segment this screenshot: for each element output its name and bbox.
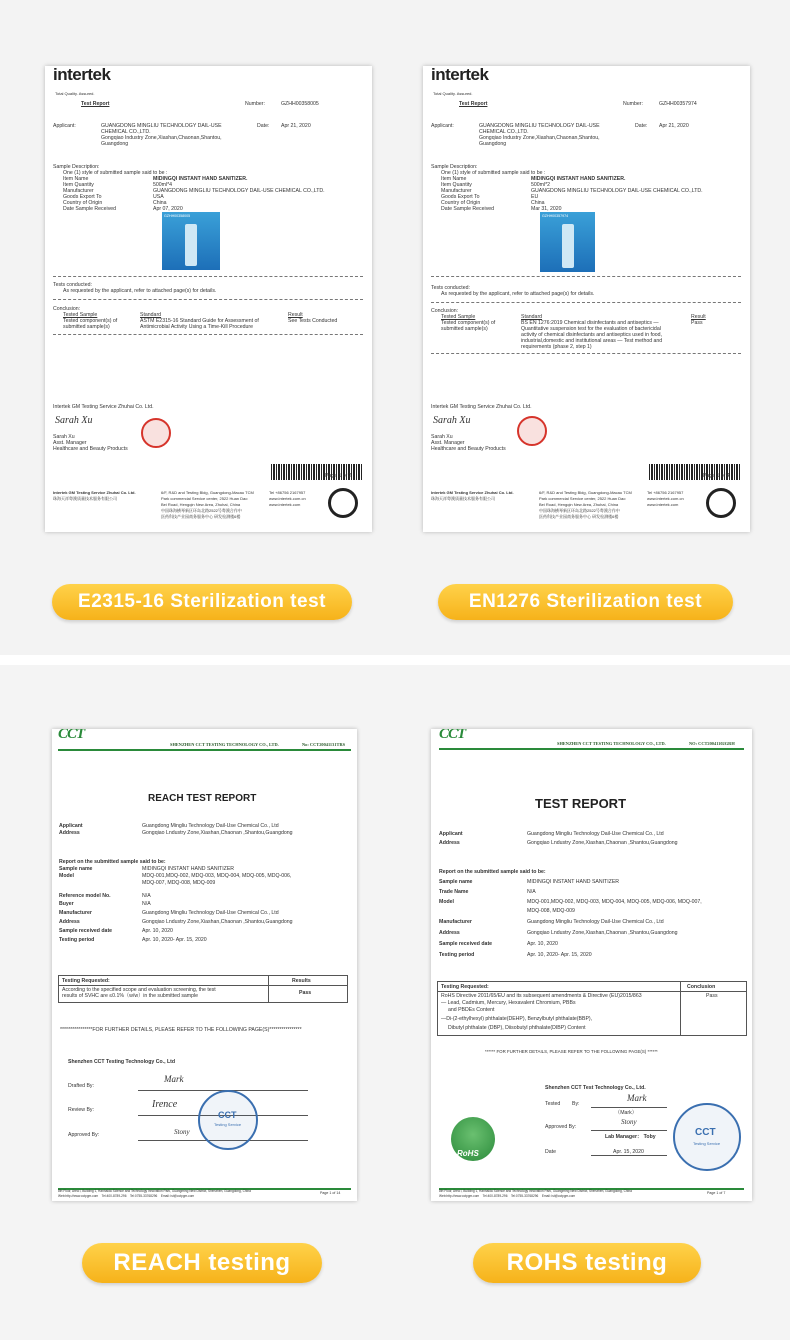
tested-label: Tested bbox=[545, 1101, 561, 1107]
footer-address: 6/F, R&D and Testing Bldg, Guangdong-Macau TCM bbox=[539, 490, 632, 495]
field-label: Date Sample Received bbox=[63, 206, 117, 212]
applicant-line: Guangdong bbox=[479, 141, 507, 147]
field-label: Item Name bbox=[441, 176, 467, 182]
model-value: MDQ-001,MDQ-002, MDQ-003, MDQ-004, MDQ-005, MDQ-006, bbox=[142, 873, 292, 879]
requirement-line: and PBDEs Content bbox=[448, 1007, 495, 1013]
applicant-line: Guangdong bbox=[101, 141, 129, 147]
page-number: Page 1 of 14 bbox=[320, 1191, 341, 1195]
applicant-value: Guangdong Mingliu Technology Dail-Use Chemical Co., Ltd bbox=[142, 823, 279, 829]
origin-value: China bbox=[153, 200, 167, 206]
field-label: Trade Name bbox=[439, 889, 469, 895]
footer-company-cn: 珠海天祥粤澳质量技术服务有限公司 bbox=[53, 496, 117, 501]
field-label: Manufacturer bbox=[59, 910, 92, 916]
en1276-label-pill: EN1276 Sterilization test bbox=[438, 584, 733, 620]
page-number: Page 1 of 7 bbox=[707, 1191, 726, 1195]
number-label: Number: bbox=[623, 101, 643, 107]
sample-photo bbox=[162, 212, 220, 270]
rohs-label-pill: ROHS testing bbox=[473, 1243, 701, 1283]
col-conclusion: Conclusion bbox=[687, 984, 716, 990]
lab-manager: Lab Manager： Toby bbox=[605, 1134, 656, 1140]
reviewed-label: Review By: bbox=[68, 1107, 94, 1113]
cct-logo: CCT bbox=[439, 729, 466, 742]
footer-email: Email: ist@cctpgm.com bbox=[541, 1194, 576, 1198]
drafted-label: Drafted By: bbox=[68, 1083, 94, 1089]
field-label: Manufacturer bbox=[439, 919, 472, 925]
divider bbox=[53, 334, 363, 335]
report-no: NO: CCT20041102GRH bbox=[689, 741, 735, 746]
tested-component: Tested component(s) of bbox=[441, 320, 496, 326]
reviewed-signature: Irence bbox=[152, 1099, 178, 1110]
standard-line: ASTM E2315-16 Standard Guide for Assessment of bbox=[140, 318, 259, 324]
field-label: Item Quantity bbox=[441, 182, 472, 188]
en1276-report-sheet bbox=[423, 66, 750, 532]
signer-role: Asst. Manager bbox=[53, 440, 87, 446]
reach-label-pill: REACH testing bbox=[82, 1243, 322, 1283]
cct-seal bbox=[673, 1103, 741, 1171]
report-no: No: CCT20041131TRS bbox=[302, 742, 346, 747]
sample-value: MIDINGQI INSTANT HAND SANITIZER bbox=[527, 879, 620, 885]
further-details: ****** FOR FURTHER DETAILS, PLEASE REFER TO THE FOLLOWING PAGE(S) ****** bbox=[485, 1049, 658, 1054]
period-value: Apr. 10, 2020- Apr. 15, 2020 bbox=[142, 937, 207, 943]
cct-section bbox=[0, 665, 790, 1340]
tests-conducted-label: Tests conducted: bbox=[53, 282, 92, 288]
seal-sub: Testing Service bbox=[693, 1141, 721, 1146]
field-label: Applicant bbox=[59, 823, 83, 829]
cct-logo: CCT bbox=[58, 729, 85, 742]
drafted-signature: Mark bbox=[164, 1074, 184, 1084]
report-date: Apr 21, 2020 bbox=[281, 123, 311, 129]
field-label: Testing period bbox=[439, 952, 475, 958]
bottle-image bbox=[185, 224, 197, 266]
address-value: Gongqiao Lndustry Zone,Xiashan,Chaonan ,Shantou,Guangdong bbox=[527, 840, 678, 846]
report-on-label: Report on the submitted sample said to be: bbox=[59, 859, 166, 865]
standard-line: BS EN 1276:2019 Chemical disinfectants and antiseptics — bbox=[521, 320, 659, 326]
address-value: Gongqiao Lndustry Zone,Xiashan,Chaonan ,Shantou,Guangdong bbox=[527, 930, 678, 936]
footer-address: Bei Road, Hengqin New Area, Zhuhai, China bbox=[539, 502, 619, 507]
applicant-line: CHEMICAL CO.,LTD. bbox=[101, 129, 151, 135]
conclusion-label: Conclusion: bbox=[431, 308, 459, 314]
bottle-image bbox=[562, 224, 574, 268]
in-logo-icon bbox=[328, 488, 358, 518]
field-label: Manufacturer bbox=[63, 188, 94, 194]
standard-line: industrial,domestic and institutional areas — Test method and bbox=[521, 338, 663, 344]
model-value: MDQ-001,MDQ-002, MDQ-003, MDQ-004, MDQ-005, MDQ-006, MDQ-007, bbox=[527, 899, 702, 905]
intertek-tagline: Total Quality. Assured. bbox=[433, 91, 473, 96]
photo-label: GZHH00357974 bbox=[542, 214, 569, 218]
approved-label: Approved By: bbox=[545, 1124, 577, 1130]
sample-value: MIDINGQI INSTANT HAND SANITIZER bbox=[142, 866, 235, 872]
field-label: Goods Export To bbox=[63, 194, 102, 200]
sample-description-label: Sample Description: bbox=[431, 164, 478, 170]
applicant-line: Gongqiao Industry Zone,Xiashan,Chaonan,Shantou, bbox=[101, 135, 222, 141]
footer-tel: Tel +86756 2167957 bbox=[269, 490, 306, 495]
buyer-value: N/A bbox=[142, 901, 151, 907]
header-rule bbox=[58, 749, 351, 751]
sample-photo bbox=[540, 212, 595, 272]
col-testing-requested: Testing Requested: bbox=[62, 978, 110, 984]
date-label: Date bbox=[545, 1149, 556, 1155]
tested-component: submitted sample(s) bbox=[63, 324, 110, 330]
sample-intro: One (1) style of submitted sample said to be : bbox=[441, 170, 546, 176]
report-title: Test Report bbox=[81, 101, 110, 107]
lab-name: Shenzhen CCT Test Technology Co., Ltd. bbox=[545, 1085, 646, 1091]
export-value: EU bbox=[531, 194, 539, 200]
lab-name: Intertek GM Testing Service Zhuhai Co. Ltd. bbox=[53, 404, 154, 410]
received-value: Apr. 10, 2020 bbox=[527, 941, 558, 947]
col-result: Result bbox=[288, 312, 303, 318]
number-label: Number: bbox=[245, 101, 265, 107]
in-logo-icon bbox=[706, 488, 736, 518]
sample-description-label: Sample Description: bbox=[53, 164, 100, 170]
intertek-seal bbox=[517, 416, 547, 446]
field-label: Country of Origin bbox=[63, 200, 103, 206]
report-number: GZHH00358005 bbox=[281, 101, 319, 107]
footer-address: 8th Floor, Area I, Building 1, Hanhaida Science and Technology Innovation Park, Guangming New District, Shenzhen, Guangdong, China bbox=[439, 1189, 632, 1193]
intertek-tagline: Total Quality. Assured. bbox=[55, 91, 95, 96]
applicant-label: Applicant: bbox=[431, 123, 454, 129]
report-title: Test Report bbox=[459, 101, 488, 107]
item-qty-value: 500ml*4 bbox=[153, 182, 173, 188]
report-title: TEST REPORT bbox=[535, 796, 627, 811]
model-value: MDQ-008, MDQ-009 bbox=[527, 908, 575, 914]
signature: Sarah Xu bbox=[55, 415, 93, 426]
field-label: Manufacturer bbox=[441, 188, 472, 194]
requirement-line: —Di-(2-ethylhexyl) phthalate(DEHP), Benzylbutyl phthalate(BBP), bbox=[441, 1016, 593, 1022]
footer-email: Email: ist@cctpgm.com bbox=[160, 1194, 195, 1198]
approved-label: Approved By: bbox=[68, 1132, 100, 1138]
footer-contact bbox=[439, 1194, 575, 1198]
result-pass: Pass bbox=[706, 993, 718, 999]
col-tested-sample: Tested Sample bbox=[441, 314, 476, 320]
page-number: Page 1 of 4 bbox=[703, 473, 730, 479]
received-value: Mar 31, 2020 bbox=[531, 206, 562, 212]
tests-conducted-label: Tests conducted: bbox=[431, 285, 470, 291]
signer-role: Asst. Manager bbox=[431, 440, 465, 446]
report-number: GZHH00357974 bbox=[659, 101, 697, 107]
footer-contact bbox=[58, 1194, 194, 1198]
rohs-report-sheet bbox=[431, 729, 752, 1201]
stars-right: **************** bbox=[269, 1027, 302, 1033]
footer-web: Web:http://www.cctpgm.com bbox=[439, 1194, 480, 1198]
applicant-value: Guangdong Mingliu Technology Dail-Use Chemical Co., Ltd bbox=[527, 831, 664, 837]
col-result: Result bbox=[691, 314, 706, 320]
testing-table bbox=[437, 981, 747, 1036]
reach-report-sheet bbox=[52, 729, 357, 1201]
date-label: Date: bbox=[257, 123, 270, 129]
field-label: Country of Origin bbox=[441, 200, 481, 206]
applicant-label: Applicant: bbox=[53, 123, 76, 129]
result-value: Pass bbox=[691, 320, 703, 326]
standard-line: activity of chemical disinfectants and antiseptics used in food, bbox=[521, 332, 663, 338]
field-label: Item Quantity bbox=[63, 182, 94, 188]
signer-name: Sarah Xu bbox=[431, 434, 453, 440]
requirement-line: — Lead, Cadmium, Mercury, Hexavalent Chromium, PBBs bbox=[441, 1000, 576, 1006]
signer-dept: Healthcare and Beauty Products bbox=[53, 446, 128, 452]
footer-web: www.intertek.com bbox=[269, 502, 301, 507]
seal-text: CCT bbox=[218, 1110, 237, 1120]
tested-component: submitted sample(s) bbox=[441, 326, 488, 332]
footer-address: 中国珠海横琴新区环岛北路2522号粤澳合作中 bbox=[161, 508, 242, 513]
footer-tel: Tel:400-8789-296 bbox=[482, 1194, 508, 1198]
e2315-report-sheet bbox=[45, 66, 372, 532]
footer-company-cn: 珠海天祥粤澳质量技术服务有限公司 bbox=[431, 496, 495, 501]
standard-line: Antimicrobial Activity Using a Time-Kill Procedure bbox=[140, 324, 254, 330]
field-label: Sample name bbox=[59, 866, 93, 872]
signature: Sarah Xu bbox=[433, 415, 471, 426]
divider bbox=[431, 276, 741, 277]
footer-address: 医药科技产业园商务服务中心 研发检测楼6楼 bbox=[539, 514, 619, 519]
divider bbox=[53, 299, 363, 300]
divider bbox=[431, 353, 741, 354]
manufacturer-value: GUANGDONG MINGLIU TECHNOLOGY DAIL-USE CHEMICAL CO.,LTD. bbox=[531, 188, 703, 194]
cct-seal bbox=[198, 1090, 258, 1150]
standard-line: requirements (phase 2, step 1) bbox=[521, 344, 592, 350]
intertek-section bbox=[0, 0, 790, 655]
mark-note: （Mark） bbox=[615, 1110, 637, 1116]
col-standard: Standard bbox=[521, 314, 543, 320]
manufacturer-value: Guangdong Mingliu Technology Dail-Use Chemical Co., Ltd bbox=[527, 919, 664, 925]
applicant-line: GUANGDONG MINGLIU TECHNOLOGY DAIL-USE bbox=[479, 123, 600, 129]
signer-dept: Healthcare and Beauty Products bbox=[431, 446, 506, 452]
approved-signature: Stony bbox=[174, 1128, 190, 1136]
header-company: SHENZHEN CCT TESTING TECHNOLOGY CO., LTD. bbox=[557, 741, 666, 746]
item-qty-value: 500ml*2 bbox=[531, 182, 551, 188]
item-name-value: MIDINGQI INSTANT HAND SANITIZER. bbox=[153, 176, 248, 182]
manufacturer-value: Guangdong Mingliu Technology Dail-Use Chemical Co., Ltd bbox=[142, 910, 279, 916]
applicant-line: Gongqiao Industry Zone,Xiashan,Chaonan,Shantou, bbox=[479, 135, 600, 141]
field-label: Address bbox=[59, 919, 80, 925]
lab-name: Shenzhen CCT Testing Technology Co., Ltd bbox=[68, 1059, 176, 1065]
footer-address: 6/F, R&D and Testing Bldg, Guangdong-Macau TCM bbox=[161, 490, 254, 495]
field-label: Address bbox=[439, 930, 460, 936]
footer-tel: Tel:0755-33768296 bbox=[129, 1194, 158, 1198]
requirement-line: RoHS Directive 2011/65/EU and its subsequent amendments & Directive (EU)2015/863 bbox=[441, 993, 642, 999]
intertek-seal bbox=[141, 418, 171, 448]
field-label: Address bbox=[59, 830, 80, 836]
field-label: Testing period bbox=[59, 937, 95, 943]
applicant-line: GUANGDONG MINGLIU TECHNOLOGY DAIL-USE bbox=[101, 123, 222, 129]
col-testing-requested: Testing Requested: bbox=[441, 984, 489, 990]
footer-company: Intertek GM Testing Service Zhuhai Co. Ltd. bbox=[431, 490, 514, 495]
field-label: Model bbox=[59, 873, 74, 879]
footer-email: www.intertek.com.cn bbox=[269, 496, 306, 501]
header-rule bbox=[439, 748, 744, 750]
origin-value: China bbox=[531, 200, 545, 206]
footer-address: Bei Road, Hengqin New Area, Zhuhai, China bbox=[161, 502, 241, 507]
lab-name: Intertek GM Testing Service Zhuhai Co. Ltd. bbox=[431, 404, 532, 410]
field-label: Model bbox=[439, 899, 454, 905]
result-value: See Tests Conducted bbox=[288, 318, 338, 324]
item-name-value: MIDINGQI INSTANT HAND SANITIZER. bbox=[531, 176, 626, 182]
e2315-label-pill: E2315-16 Sterilization test bbox=[52, 584, 352, 620]
address-value: Gongqiao Lndustry Zone,Xiashan,Chaonan ,Shantou,Guangdong bbox=[142, 919, 293, 925]
footer-address: Park commercial Service center, 2522 Huan Dao bbox=[539, 496, 626, 501]
footer-address: 中国珠海横琴新区环岛北路2522号粤澳合作中 bbox=[539, 508, 620, 513]
signer-name: Sarah Xu bbox=[53, 434, 75, 440]
field-label: Sample name bbox=[439, 879, 473, 885]
tested-signature: Mark bbox=[627, 1093, 647, 1103]
footer-web: Web:http://www.cctpgm.com bbox=[58, 1194, 99, 1198]
field-label: Address bbox=[439, 840, 460, 846]
divider bbox=[431, 302, 741, 303]
footer-address: Park commercial Service center, 2522 Huan Dao bbox=[161, 496, 248, 501]
header-company: SHENZHEN CCT TESTING TECHNOLOGY CO., LTD. bbox=[170, 742, 279, 747]
photo-label: GZHH00358005 bbox=[164, 214, 191, 218]
divider bbox=[53, 276, 363, 277]
further-details bbox=[60, 1027, 302, 1033]
footer-company: Intertek GM Testing Service Zhuhai Co. Ltd. bbox=[53, 490, 136, 495]
rohs-leaf-icon bbox=[451, 1117, 495, 1161]
manufacturer-value: GUANGDONG MINGLIU TECHNOLOGY DAIL-USE CHEMICAL CO.,LTD. bbox=[153, 188, 325, 194]
requirement-line: According to the specified scope and evaluation screening, the test bbox=[62, 987, 216, 993]
approved-signature: Stony bbox=[621, 1118, 637, 1126]
requirement-line: Dibutyl phthalate (DBP), Diisobutyl phthalate(DIBP) Content bbox=[448, 1025, 586, 1031]
field-label: Reference model No. bbox=[59, 893, 111, 899]
received-value: Apr. 10, 2020 bbox=[142, 928, 173, 934]
field-label: Buyer bbox=[59, 901, 74, 907]
trade-value: N/A bbox=[527, 889, 536, 895]
report-date: Apr 21, 2020 bbox=[659, 123, 689, 129]
col-results: Results bbox=[292, 978, 311, 984]
export-value: USA bbox=[153, 194, 164, 200]
seal-sub: Testing Service bbox=[214, 1122, 242, 1127]
page-number: Page 1 of 2 bbox=[325, 473, 352, 479]
footer-tel: Tel:400-8789-296 bbox=[101, 1194, 127, 1198]
model-value: MDQ-007, MDQ-008, MDQ-009 bbox=[142, 880, 216, 886]
ref-value: N/A bbox=[142, 893, 151, 899]
footer-tel: Tel:0755-33768296 bbox=[510, 1194, 539, 1198]
report-on-label: Report on the submitted sample said to be: bbox=[439, 869, 546, 875]
standard-line: Quantitative suspension test for the evaluation of bactericidal bbox=[521, 326, 661, 332]
requirement-line: results of SVHC are ≤0.1%（w/w）in the submitted sample bbox=[62, 993, 199, 999]
date-label: Date: bbox=[635, 123, 648, 129]
conclusion-label: Conclusion: bbox=[53, 306, 81, 312]
by-label: By: bbox=[572, 1101, 580, 1107]
period-value: Apr. 10, 2020- Apr. 15, 2020 bbox=[527, 952, 592, 958]
seal-text: CCT bbox=[695, 1127, 716, 1138]
report-title: REACH TEST REPORT bbox=[148, 793, 257, 804]
received-value: Apr 07, 2020 bbox=[153, 206, 183, 212]
footer-address: 8th Floor, Area I, Building 1, Hanhaida Science and Technology Innovation Park, Guangming New District, Shenzhen, Guangdong, China bbox=[58, 1189, 251, 1193]
applicant-line: CHEMICAL CO.,LTD. bbox=[479, 129, 529, 135]
date-value: Apr. 15, 2020 bbox=[613, 1149, 644, 1155]
sample-intro: One (1) style of submitted sample said to be : bbox=[63, 170, 168, 176]
tests-note: As requested by the applicant, refer to attached page(s) for details. bbox=[63, 288, 217, 294]
footer-address: 医药科技产业园商务服务中心 研发检测楼6楼 bbox=[161, 514, 241, 519]
field-label: Sample received date bbox=[439, 941, 493, 947]
field-label: Date Sample Received bbox=[441, 206, 495, 212]
intertek-logo: intertek bbox=[53, 66, 111, 84]
footer-web: www.intertek.com bbox=[647, 502, 679, 507]
tests-note: As requested by the applicant, refer to attached page(s) for details. bbox=[441, 291, 595, 297]
field-label: Item Name bbox=[63, 176, 89, 182]
result-pass: Pass bbox=[299, 990, 312, 996]
tested-component: Tested component(s) of bbox=[63, 318, 118, 324]
field-label: Goods Export To bbox=[441, 194, 480, 200]
footer-email: www.intertek.com.cn bbox=[647, 496, 684, 501]
stars-left: **************** bbox=[60, 1027, 93, 1033]
intertek-logo: intertek bbox=[431, 66, 489, 84]
further-text: FOR FURTHER DETAILS, PLEASE REFER TO THE FOLLOWING PAGE(S) bbox=[92, 1027, 270, 1033]
footer-tel: Tel +86756 2167957 bbox=[647, 490, 684, 495]
col-standard: Standard bbox=[140, 312, 162, 318]
field-label: Sample received date bbox=[59, 928, 113, 934]
rohs-logo-text: RoHS bbox=[457, 1149, 479, 1158]
field-label: Applicant bbox=[439, 831, 463, 837]
testing-table bbox=[58, 975, 348, 1003]
col-tested-sample: Tested Sample bbox=[63, 312, 98, 318]
address-value: Gongqiao Lndustry Zone,Xiashan,Chaonan ,Shantou,Guangdong bbox=[142, 830, 293, 836]
